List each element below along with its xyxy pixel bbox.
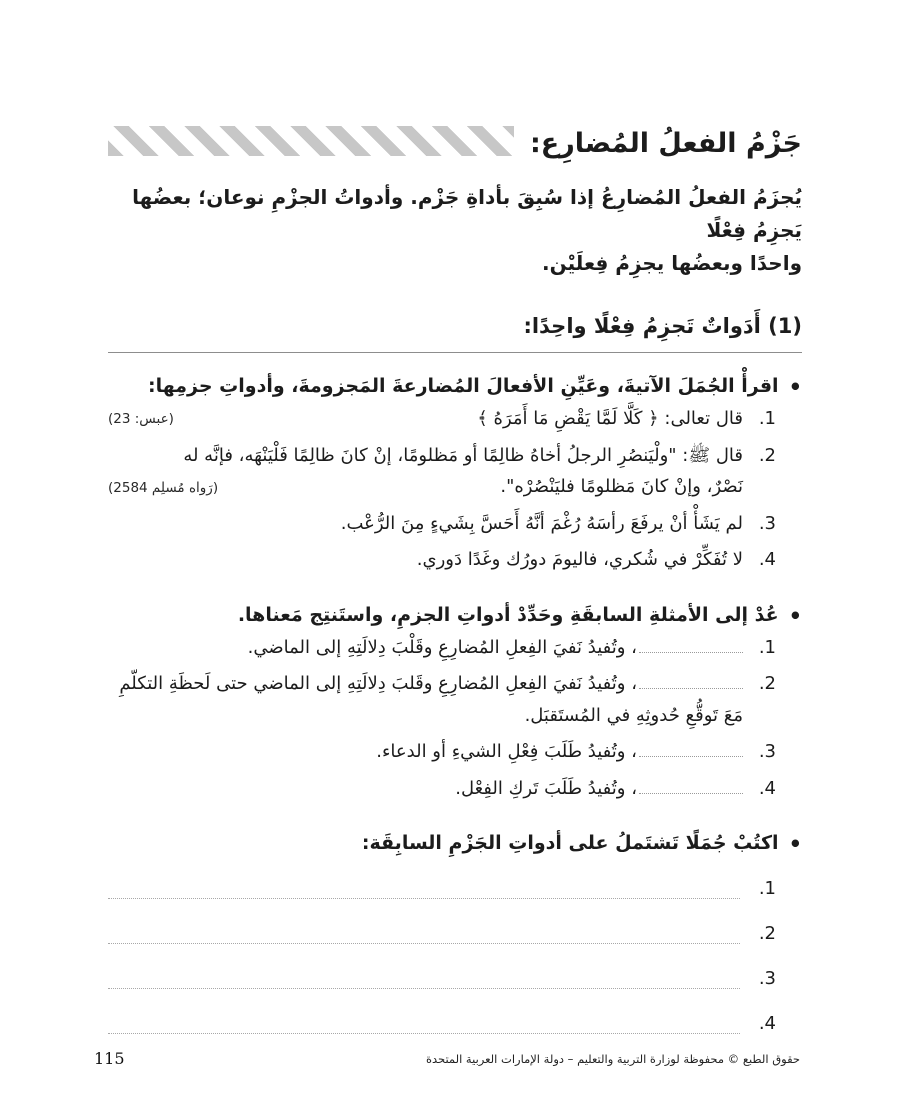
item-number: 4. — [758, 549, 776, 570]
exercise1-list — [108, 403, 802, 576]
bullet-icon: • — [788, 375, 802, 399]
answer-blank — [639, 635, 743, 652]
answer-blank — [639, 740, 743, 757]
source-reference: (رَواه مُسلِم 2584) — [108, 480, 219, 496]
item-text: ، وتُفيدُ نَفيَ الفِعلِ المُضارِعِ وقَلْبَ دِلالَتِهِ إلى الماضي. — [247, 636, 637, 658]
page-content — [108, 126, 802, 1034]
item-number: 3. — [758, 512, 776, 534]
item-text-line2: نَصْرٌ، وإنْ كانَ مَظلومًا فليَنْصُرْه". — [500, 476, 743, 497]
exercise1-prompt: اقرأْ الجُمَلَ الآتيةَ، وعَيِّنِ الأفعالَ المُضارعةَ المَجزومةَ، وأدواتِ جزمِها: — [148, 375, 779, 397]
title-row — [108, 126, 802, 159]
list-item — [108, 668, 776, 731]
answer-write-line — [108, 1013, 740, 1034]
section-heading: (1) أَدَواتٌ تَجزِمُ فِعْلًا واحِدًا: — [108, 314, 802, 353]
exercise1-prompt-row — [108, 375, 802, 397]
item-number: 1. — [758, 878, 776, 899]
item-text: لا تُفَكِّرْ في شُكري، فاليومَ دورُك وغَدًا دَوري. — [416, 549, 743, 570]
answer-row — [108, 923, 776, 944]
answer-blank — [639, 776, 743, 793]
exercise2-prompt-row — [108, 604, 802, 626]
exercise3-prompt-row — [108, 832, 802, 854]
exercise2-list — [108, 632, 802, 805]
list-item — [108, 773, 776, 805]
item-number: 1. — [758, 408, 776, 429]
answer-blank — [639, 672, 743, 689]
exercise2-prompt: عُدْ إلى الأمثلةِ السابقَةِ وحَدِّدْ أدواتِ الجزمِ، واستَنتِج مَعناها. — [237, 603, 779, 626]
item-number: 3. — [758, 968, 776, 989]
item-text-line1: قال ﷺ: "ولْيَنصُرِ الرجلُ أخاهُ ظالِمًا أو مَظلومًا، إنْ كانَ ظالِمًا فَلْيَنْهَه، فإنَّه له — [183, 444, 743, 466]
diagonal-stripes-decoration — [108, 126, 514, 156]
list-item — [108, 508, 776, 540]
answer-row — [108, 968, 776, 989]
bullet-icon: • — [788, 832, 802, 856]
item-text: لم يَشَأْ أنْ يرفَعَ رأسَهُ رُغْمَ أنَّهُ أَحَسَّ بِشَيءٍ مِنَ الرُّعْب. — [340, 512, 743, 534]
copyright-notice: حقوق الطبع © محفوظة لوزارة التربية والتعليم – دولة الإمارات العربية المتحدة — [425, 1051, 800, 1066]
item-text: ، وتُفيدُ طَلَبَ تَركِ الفِعْل. — [455, 777, 637, 799]
item-text: ، وتُفيدُ طَلَبَ فِعْلِ الشيءِ أو الدعاء. — [376, 741, 637, 762]
item-number: 3. — [758, 741, 776, 762]
answer-write-line — [108, 878, 740, 899]
exercise3-prompt: اكتُبْ جُمَلًا تَشتَملُ على أدواتِ الجَزْمِ السابِقَة: — [361, 832, 779, 854]
item-number: 2. — [758, 923, 776, 944]
item-number: 4. — [758, 777, 776, 799]
answer-row — [108, 1013, 776, 1034]
item-number: 2. — [758, 444, 776, 466]
intro-line-1: يُجزَمُ الفعلُ المُضارِعُ إذا سُبِقَ بأداةِ جَزْم. وأدواتُ الجزْمِ نوعان؛ بعضُها يَجزِمُ فِعْلًا — [132, 185, 802, 242]
page-footer — [94, 1049, 800, 1068]
list-item — [108, 632, 776, 664]
bullet-icon: • — [788, 603, 802, 628]
page-number: 115 — [94, 1049, 125, 1068]
list-item — [108, 544, 776, 576]
item-number: 1. — [758, 636, 776, 658]
list-item — [108, 736, 776, 768]
answer-write-line — [108, 968, 740, 989]
source-reference: (عبس: 23) — [108, 411, 174, 427]
item-number: 4. — [758, 1013, 776, 1034]
item-text: قال تعالى: ﴿ كَلَّا لَمَّا يَقْضِ مَا أَمَرَهُ ﴾ — [477, 408, 743, 429]
list-item — [108, 403, 776, 435]
answer-write-line — [108, 923, 740, 944]
page-title: جَزْمُ الفعلُ المُضارِع: — [529, 128, 802, 159]
item-text: ، وتُفيدُ نَفيَ الفِعلِ المُضارِعِ وقَلبَ دِلالَتِهِ إلى الماضي حتى لَحظَةِ التكلّمِ مَعَ تَوقُّعِ حُدوثِهِ في المُستَقبَل. — [119, 673, 743, 726]
intro-line-2: واحدًا وبعضُها يجزِمُ فِعلَيْن. — [542, 251, 802, 275]
answer-row — [108, 878, 776, 899]
exercise3-answer-lines — [108, 878, 802, 1034]
list-item — [108, 440, 776, 503]
intro-paragraph — [108, 181, 802, 280]
item-number: 2. — [758, 673, 776, 694]
